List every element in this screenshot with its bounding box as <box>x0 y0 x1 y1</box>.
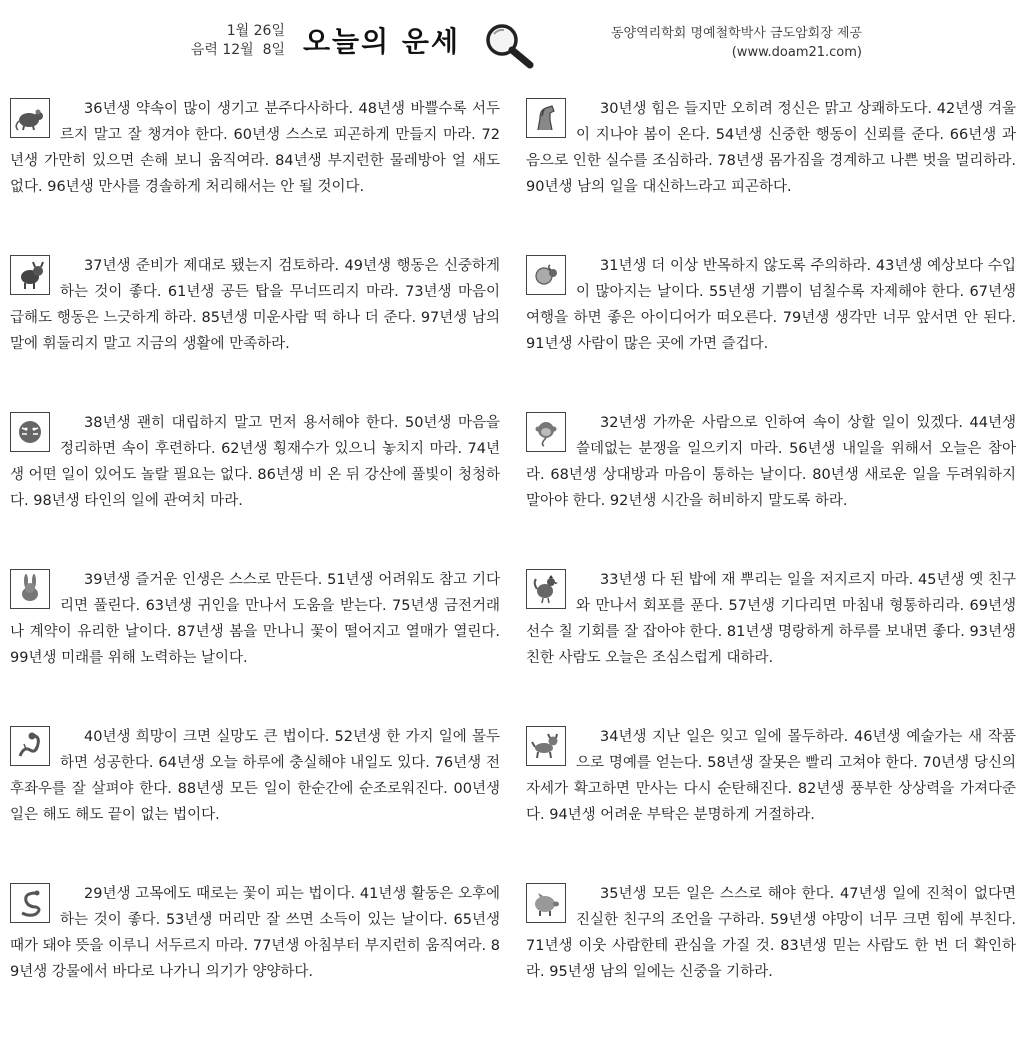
fortune-text: 40년생 희망이 크면 실망도 큰 법이다. 52년생 한 가지 일에 몰두하면 성공한다. 64년생 오늘 하루에 충실해야 내일도 있다. 76년생 전후좌우를 잘 살펴야 한다. 88년생 모든 일이 한순간에 순조로워진다. 00년생 일은 해도 해도 끝이 없는 법이다. <box>10 729 500 823</box>
fortune-entry-snake <box>10 881 500 1038</box>
solar-date: 1월 26일 <box>226 23 285 39</box>
fortune-text: 30년생 힘은 들지만 오히려 정신은 맑고 상쾌하도다. 42년생 겨울이 지나야 봄이 온다. 54년생 신중한 행동이 신뢰를 준다. 66년생 과음으로 인한 실수를 조심하라. 78년생 몸가짐을 경계하고 나쁜 벗을 멀리하라. 90년생 남의 일을 대신하느라고 피곤하다. <box>526 101 1016 195</box>
fortune-text: 33년생 다 된 밥에 재 뿌리는 일을 저지르지 마라. 45년생 옛 친구와 만나서 회포를 푼다. 57년생 기다리면 마침내 형통하리라. 69년생 선수 칠 기회를 잘 잡아야 한다. 81년생 명랑하게 하루를 보내면 좋다. 93년생 친한 사람도 오늘은 조심스럽게 대하라. <box>526 572 1016 666</box>
tiger-icon <box>10 412 50 452</box>
pig-icon <box>526 883 566 923</box>
rooster-icon <box>526 569 566 609</box>
fortune-entry-dog <box>526 724 1016 881</box>
source-url: (www.doam21.com) <box>731 45 862 60</box>
fortune-text: 36년생 약속이 많이 생기고 분주다사하다. 48년생 바쁠수록 서두르지 말고 잘 챙겨야 한다. 60년생 스스로 피곤하게 만들지 마라. 72년생 가만히 있으면 손해 보니 움직여라. 84년생 부지런한 물레방아 얼 새도 없다. 96년생 만사를 경솔하게 처리해서는 안 될 것이다. <box>10 101 500 195</box>
fortune-text: 32년생 가까운 사람으로 인하여 속이 상할 일이 있겠다. 44년생 쓸데없는 분쟁을 일으키지 마라. 56년생 내일을 위해서 오늘은 참아라. 68년생 상대방과 마음이 통하는 날이다. 80년생 새로운 일을 두려워하지 말아야 한다. 92년생 시간을 허비하지 말도록 하라. <box>526 415 1016 509</box>
fortune-text: 38년생 괜히 대립하지 말고 먼저 용서해야 한다. 50년생 마음을 정리하면 속이 후련하다. 62년생 횡재수가 있으니 놓치지 마라. 74년생 어떤 일이 있어도 놀랄 필요는 없다. 86년생 비 온 뒤 강산에 풀빛이 청청하다. 98년생 타인의 일에 관여치 마라. <box>10 415 500 509</box>
fortune-entry-horse <box>526 96 1016 253</box>
fortune-entry-sheep <box>526 253 1016 410</box>
magnifier-icon <box>482 20 538 70</box>
rabbit-icon <box>10 569 50 609</box>
ox-icon <box>10 255 50 295</box>
date-block <box>150 22 285 60</box>
sheep-icon <box>526 255 566 295</box>
rat-icon <box>10 98 50 138</box>
lunar-date: 음력 12월 8일 <box>190 42 285 58</box>
right-column <box>526 96 1016 1038</box>
fortune-text: 35년생 모든 일은 스스로 해야 한다. 47년생 일에 진척이 없다면 진실한 친구의 조언을 구하라. 59년생 야망이 너무 크면 힘에 부친다. 71년생 이웃 사람한테 관심을 가질 것. 83년생 믿는 사람도 한 번 더 확인하라. 95년생 남의 일에는 신중을 기하라. <box>526 886 1016 980</box>
fortune-entry-pig <box>526 881 1016 1038</box>
fortune-text: 31년생 더 이상 반목하지 않도록 주의하라. 43년생 예상보다 수입이 많아지는 날이다. 55년생 기쁨이 넘칠수록 자제해야 한다. 67년생 여행을 하면 좋은 아이디어가 떠오른다. 79년생 생각만 너무 앞서면 안 된다. 91년생 사람이 많은 곳에 가면 즐겁다. <box>526 258 1016 352</box>
monkey-icon <box>526 412 566 452</box>
fortune-entry-rabbit <box>10 567 500 724</box>
fortune-entry-tiger <box>10 410 500 567</box>
horse-icon <box>526 98 566 138</box>
dragon-icon <box>10 726 50 766</box>
snake-icon <box>10 883 50 923</box>
fortune-text: 37년생 준비가 제대로 됐는지 검토하라. 49년생 행동은 신중하게 하는 것이 좋다. 61년생 공든 탑을 무너뜨리지 마라. 73년생 마음이 급해도 행동은 느긋하게 하라. 85년생 미운사람 떡 하나 더 준다. 97년생 남의 말에 휘둘리지 말고 지금의 생활에 만족하라. <box>10 258 500 352</box>
fortune-entry-rat <box>10 96 500 253</box>
fortune-entry-monkey <box>526 410 1016 567</box>
fortune-text: 34년생 지난 일은 잊고 일에 몰두하라. 46년생 예술가는 새 작품으로 명예를 얻는다. 58년생 잘못은 빨리 고쳐야 한다. 70년생 당신의 자세가 확고하면 만사는 다시 순탄해진다. 82년생 풍부한 상상력을 가져다준다. 94년생 어려운 부탁은 분명하게 거절하라. <box>526 729 1016 823</box>
left-column <box>10 96 500 1038</box>
fortune-text: 39년생 즐거운 인생은 스스로 만든다. 51년생 어려워도 참고 기다리면 풀린다. 63년생 귀인을 만나서 도움을 받는다. 75년생 금전거래나 계약이 유리한 날이다. 87년생 봄을 만나니 꽃이 떨어지고 열매가 열린다. 99년생 미래를 위해 노력하는 날이다. <box>10 572 500 666</box>
source-credit <box>552 24 862 62</box>
fortune-text: 29년생 고목에도 때로는 꽃이 피는 법이다. 41년생 활동은 오후에 하는 것이 좋다. 53년생 머리만 잘 쓰면 소득이 있는 날이다. 65년생 때가 돼야 뜻을 이루니 서두르지 마라. 77년생 아침부터 부지런히 움직여라. 89년생 강물에서 바다로 나가니 의기가 양양하다. <box>10 886 500 980</box>
header <box>0 0 1024 90</box>
page-title: 오늘의 운세 <box>303 25 460 58</box>
fortune-entry-rooster <box>526 567 1016 724</box>
fortune-entry-ox <box>10 253 500 410</box>
source-line-1: 동양역리학회 명예철학박사 금도암회장 제공 <box>611 26 862 41</box>
fortune-entry-dragon <box>10 724 500 881</box>
dog-icon <box>526 726 566 766</box>
